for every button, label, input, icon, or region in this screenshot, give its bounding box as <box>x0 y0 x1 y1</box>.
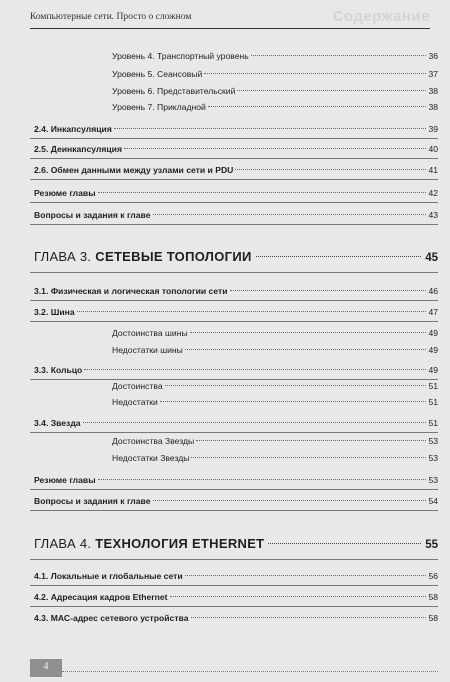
toc-section-entry[interactable] <box>34 363 438 377</box>
toc-section-entry[interactable] <box>34 611 438 625</box>
toc-section-entry[interactable] <box>34 163 438 177</box>
toc-page-number: 51 <box>428 397 438 407</box>
dot-leader <box>235 169 426 170</box>
chapter-title: СЕТЕВЫЕ ТОПОЛОГИИ <box>95 249 252 264</box>
toc-subsection-entry[interactable] <box>112 67 438 81</box>
toc-entry-title: Уровень 6. Представительский <box>112 86 236 96</box>
toc-section-entry[interactable] <box>34 305 438 319</box>
toc-page-number: 51 <box>428 381 438 391</box>
dot-leader <box>124 148 426 149</box>
dot-leader <box>191 617 427 618</box>
toc-subsection-entry[interactable] <box>112 343 438 357</box>
toc-section-entry[interactable] <box>34 494 438 508</box>
toc-entry-title: Вопросы и задания к главе <box>34 210 151 220</box>
section-title: Содержание <box>332 8 430 25</box>
toc-entry-title: Вопросы и задания к главе <box>34 496 151 506</box>
toc-entry-title: Уровень 5. Сеансовый <box>112 69 203 79</box>
toc-subsection-entry[interactable] <box>112 395 438 409</box>
toc-page-number: 39 <box>428 124 438 134</box>
toc-section-entry[interactable] <box>34 569 438 583</box>
toc-entry-title: Недостатки шины <box>112 345 183 355</box>
dot-leader <box>153 500 427 501</box>
chapter-heading[interactable] <box>34 249 438 271</box>
toc-entry-title: 2.6. Обмен данными между узлами сети и PDU <box>34 165 234 175</box>
toc-subsection-entry[interactable] <box>112 379 438 393</box>
dot-leader <box>160 401 427 402</box>
toc-entry-title: 3.4. Звезда <box>34 418 81 428</box>
toc-entry-title: 4.2. Адресация кадров Ethernet <box>34 592 168 602</box>
toc-entry-title: Уровень 7. Прикладной <box>112 102 206 112</box>
toc-subsection-entry[interactable] <box>112 326 438 340</box>
toc-entry-title: Достоинства Звезды <box>112 436 195 446</box>
dot-leader <box>237 90 426 91</box>
toc-page-number: 38 <box>428 86 438 96</box>
toc-section-entry[interactable] <box>34 122 438 136</box>
toc-entry-title: Достоинства <box>112 381 163 391</box>
dot-leader <box>77 311 427 312</box>
toc-page-number: 53 <box>428 453 438 463</box>
dot-leader <box>204 73 426 74</box>
toc-page-number: 58 <box>428 613 438 623</box>
toc-page-number: 43 <box>428 210 438 220</box>
chapter-rule <box>30 559 438 560</box>
chapter-heading[interactable] <box>34 536 438 558</box>
section-divider <box>30 202 438 203</box>
book-title: Компьютерные сети. Просто о сложном <box>30 12 192 22</box>
toc-page-number: 58 <box>428 592 438 602</box>
toc-page-number: 41 <box>428 165 438 175</box>
toc-page-number: 40 <box>428 144 438 154</box>
dot-leader <box>251 55 427 56</box>
dot-leader <box>165 385 427 386</box>
toc-section-entry[interactable] <box>34 473 438 487</box>
section-divider <box>30 321 438 322</box>
toc-entry-title: Резюме главы <box>34 188 96 198</box>
dot-leader <box>84 369 426 370</box>
toc-entry-title: Уровень 4. Транспортный уровень <box>112 51 249 61</box>
toc-section-entry[interactable] <box>34 186 438 200</box>
toc-page-number: 49 <box>428 328 438 338</box>
toc-section-entry[interactable] <box>34 208 438 222</box>
toc-section-entry[interactable] <box>34 142 438 156</box>
running-header <box>30 8 430 29</box>
section-divider <box>30 300 438 301</box>
dot-leader <box>191 457 426 458</box>
toc-entry-title: Достоинства шины <box>112 328 188 338</box>
toc-subsection-entry[interactable] <box>112 434 438 448</box>
toc-page-number: 53 <box>428 436 438 446</box>
toc-entry-title: Недостатки <box>112 397 158 407</box>
section-divider <box>30 606 438 607</box>
chapter-label: ГЛАВА 3. <box>34 249 92 264</box>
footer-rule <box>62 671 438 672</box>
chapter-page-number: 55 <box>425 539 438 551</box>
dot-leader <box>98 479 427 480</box>
toc-entry-title: 3.1. Физическая и логическая топологии сети <box>34 286 228 296</box>
toc-page-number: 38 <box>428 102 438 112</box>
toc-page-number: 53 <box>428 475 438 485</box>
dot-leader <box>185 349 427 350</box>
dot-leader <box>98 192 427 193</box>
page-number-box <box>30 659 62 677</box>
toc-entry-title: 3.2. Шина <box>34 307 75 317</box>
section-divider <box>30 158 438 159</box>
toc-subsection-entry[interactable] <box>112 100 438 114</box>
toc-page-number: 46 <box>428 286 438 296</box>
toc-page-number: 49 <box>428 365 438 375</box>
toc-subsection-entry[interactable] <box>112 84 438 98</box>
toc-subsection-entry[interactable] <box>112 451 438 465</box>
section-divider <box>30 489 438 490</box>
section-divider <box>30 585 438 586</box>
chapter-rule <box>30 272 438 273</box>
toc-entry-title: 4.3. МАС-адрес сетевого устройства <box>34 613 189 623</box>
toc-page-number: 54 <box>428 496 438 506</box>
toc-page-number: 47 <box>428 307 438 317</box>
section-divider <box>30 432 438 433</box>
dot-leader <box>208 106 427 107</box>
toc-section-entry[interactable] <box>34 590 438 604</box>
toc-page-number: 56 <box>428 571 438 581</box>
dot-leader <box>268 543 421 544</box>
dot-leader <box>196 440 426 441</box>
chapter-label: ГЛАВА 4. <box>34 536 92 551</box>
toc-entry-title: 2.5. Деинкапсуляция <box>34 144 122 154</box>
toc-entry-title: 2.4. Инкапсуляция <box>34 124 112 134</box>
toc-entry-title: Резюме главы <box>34 475 96 485</box>
section-divider <box>30 510 438 511</box>
toc-subsection-entry[interactable] <box>112 49 438 63</box>
page-number: 4 <box>43 661 49 672</box>
dot-leader <box>230 290 427 291</box>
section-divider <box>30 179 438 180</box>
toc-entry-title: 3.3. Кольцо <box>34 365 83 375</box>
dot-leader <box>114 128 427 129</box>
section-divider <box>30 138 438 139</box>
dot-leader <box>256 256 422 257</box>
chapter-page-number: 45 <box>425 252 438 264</box>
dot-leader <box>170 596 427 597</box>
dot-leader <box>185 575 427 576</box>
dot-leader <box>83 422 427 423</box>
toc-section-entry[interactable] <box>34 416 438 430</box>
toc-section-entry[interactable] <box>34 284 438 298</box>
toc-page-number: 42 <box>428 188 438 198</box>
section-divider <box>30 224 438 225</box>
toc-page-number: 37 <box>428 69 438 79</box>
toc-page-number: 51 <box>428 418 438 428</box>
toc-entry-title: 4.1. Локальные и глобальные сети <box>34 571 183 581</box>
dot-leader <box>190 332 427 333</box>
toc-page-number: 49 <box>428 345 438 355</box>
chapter-title: ТЕХНОЛОГИЯ ETHERNET <box>95 536 265 551</box>
dot-leader <box>153 214 427 215</box>
toc-entry-title: Недостатки Звезды <box>112 453 190 463</box>
toc-page-number: 36 <box>428 51 438 61</box>
